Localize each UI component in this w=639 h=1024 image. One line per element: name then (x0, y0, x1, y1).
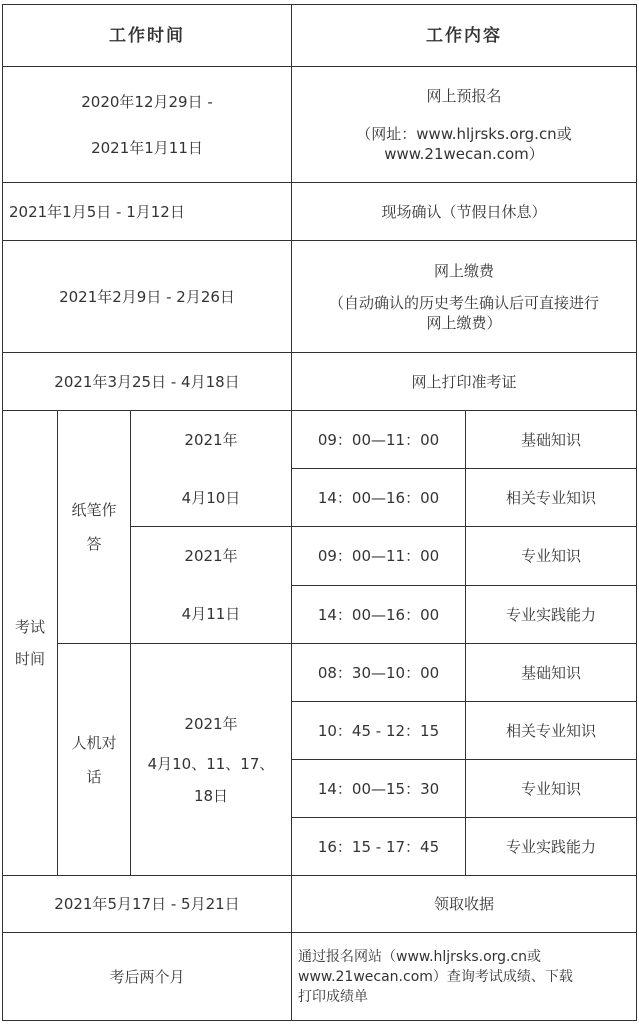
computer-session-4-subject (465, 817, 637, 876)
row-1-time-line-1: 2020年12月29日 - (81, 92, 213, 111)
session-time: 08：30—10：00 (317, 663, 440, 682)
session-subject: 相关专业知识 (505, 721, 596, 740)
paper-day-1-session-2-subject (465, 468, 637, 527)
header-content (291, 4, 637, 67)
receipt-time (2, 875, 292, 933)
results-time (2, 932, 292, 1021)
computer-label-line-2: 话 (86, 767, 102, 786)
paper-label-line-2: 答 (86, 535, 102, 553)
row-2-time (2, 182, 292, 241)
paper-day-2-year: 2021年 (184, 547, 238, 565)
row-4-time (2, 352, 292, 411)
header-time (2, 4, 292, 67)
session-time: 16：15 - 17：45 (317, 837, 440, 856)
results-content-line-3: 打印成绩单 (298, 988, 368, 1005)
session-time: 14：00—16：00 (317, 488, 440, 507)
row-4-content-line-1: 网上打印准考证 (411, 372, 517, 391)
header-content-label: 工作内容 (426, 25, 502, 46)
computer-date-year: 2021年 (184, 714, 238, 733)
results-content-line-1: 通过报名网站（www.hljrsks.org.cn或 (298, 948, 542, 965)
computer-session-4-time (291, 817, 466, 876)
receipt-content (291, 875, 637, 933)
computer-session-3-subject (465, 759, 637, 818)
row-2-time-line-1: 2021年1月5日 - 1月12日 (9, 202, 185, 221)
paper-day-1-date (130, 410, 292, 527)
row-3-time-line-1: 2021年2月9日 - 2月26日 (59, 287, 235, 306)
row-2-content-line-1: 现场确认（节假日休息） (381, 202, 547, 221)
computer-session-1-time (291, 643, 466, 702)
session-subject: 基础知识 (520, 663, 581, 682)
receipt-content-line-1: 领取收据 (433, 895, 494, 913)
session-time: 10：45 - 12：15 (317, 721, 440, 740)
row-1-time-line-2: 2021年1月11日 (91, 138, 203, 157)
paper-day-1-session-1-time (291, 410, 466, 469)
paper-label-line-1: 纸笔作 (71, 501, 117, 519)
receipt-time-line-1: 2021年5月17日 - 5月21日 (54, 895, 240, 913)
paper-day-2-session-1-time (291, 526, 466, 586)
row-3-content (291, 240, 637, 353)
row-1-time (2, 66, 292, 183)
row-4-content (291, 352, 637, 411)
paper-day-1-session-2-time (291, 468, 466, 527)
computer-date-days-2: 18日 (193, 786, 229, 805)
row-1-content (291, 66, 637, 183)
results-content (291, 932, 637, 1021)
row-1-content-url-1: （网址：www.hljrsks.org.cn或 (356, 124, 572, 143)
row-3-time (2, 240, 292, 353)
session-subject: 专业实践能力 (505, 837, 596, 856)
computer-exam-label (57, 643, 131, 876)
paper-day-2-day: 4月11日 (181, 605, 241, 623)
paper-day-1-year: 2021年 (184, 430, 238, 449)
session-time: 14：00—15：30 (317, 779, 440, 798)
computer-session-3-time (291, 759, 466, 818)
session-time: 14：00—16：00 (317, 605, 440, 624)
row-1-content-url-2: www.21wecan.com） (384, 144, 544, 163)
computer-date-days: 4月10、11、17、 (147, 754, 275, 773)
paper-day-2-date (130, 526, 292, 644)
paper-day-1-day: 4月10日 (181, 488, 241, 507)
row-1-content-title: 网上预报名 (426, 86, 502, 105)
session-subject: 基础知识 (520, 430, 581, 449)
paper-exam-label (57, 410, 131, 644)
computer-session-2-subject (465, 701, 637, 760)
session-subject: 相关专业知识 (505, 488, 596, 507)
computer-session-2-time (291, 701, 466, 760)
exam-label-line-2: 时间 (14, 650, 45, 668)
session-time: 09：00—11：00 (317, 547, 440, 565)
computer-label-line-1: 人机对 (71, 733, 117, 752)
paper-day-2-session-1-subject (465, 526, 637, 586)
session-subject: 专业知识 (520, 779, 581, 798)
paper-day-1-session-1-subject (465, 410, 637, 469)
row-4-time-line-1: 2021年3月25日 - 4月18日 (54, 372, 240, 391)
row-3-content-note-2: 网上缴费） (426, 313, 502, 332)
exam-label-line-1: 考试 (14, 618, 45, 636)
results-time-line-1: 考后两个月 (109, 967, 185, 986)
session-subject: 专业知识 (520, 547, 581, 565)
row-2-content (291, 182, 637, 241)
row-3-content-title: 网上缴费 (433, 261, 494, 280)
computer-session-1-subject (465, 643, 637, 702)
exam-label (2, 410, 58, 876)
session-subject: 专业实践能力 (505, 605, 596, 624)
row-3-content-note-1: （自动确认的历史考生确认后可直接进行 (328, 293, 599, 312)
header-time-label: 工作时间 (109, 25, 185, 46)
paper-day-2-session-2-subject (465, 585, 637, 644)
results-content-line-2: www.21wecan.com）查询考试成绩、下载 (298, 968, 573, 985)
session-time: 09：00—11：00 (317, 430, 440, 449)
paper-day-2-session-2-time (291, 585, 466, 644)
computer-date (130, 643, 292, 876)
